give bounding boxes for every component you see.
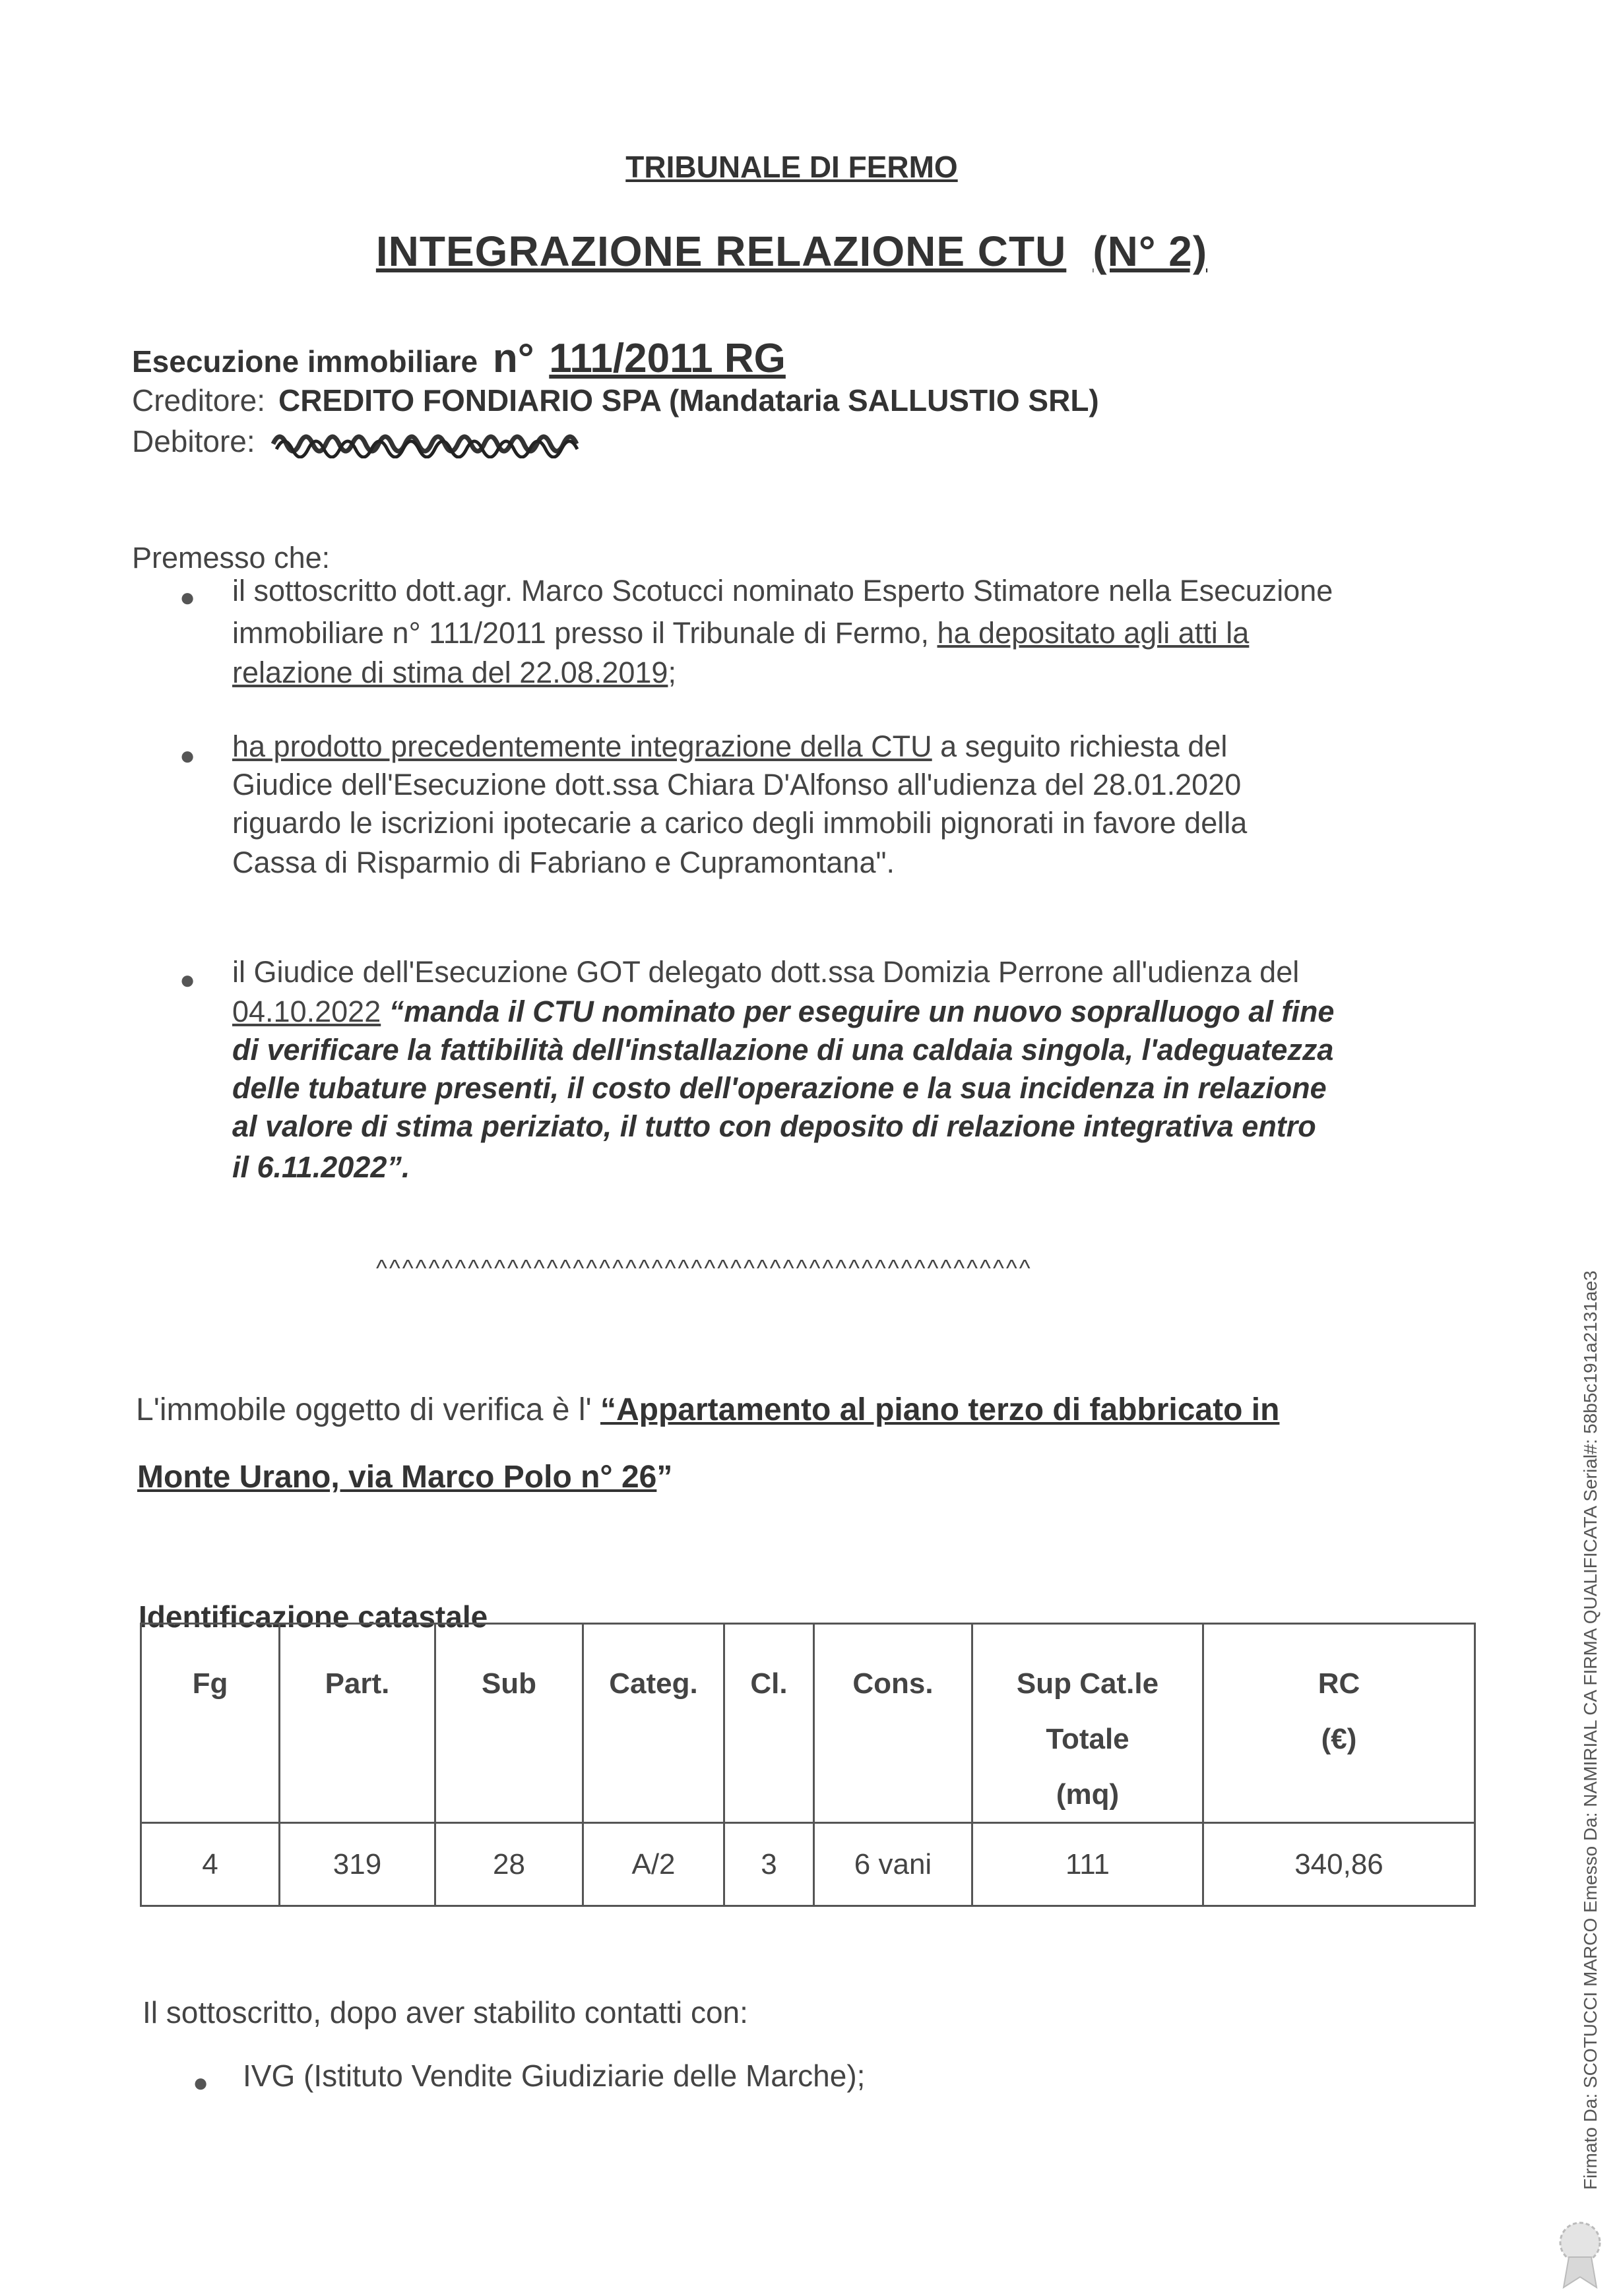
col-header-cl: Cl. xyxy=(724,1624,814,1823)
digital-signature-margin: Firmato Da: SCOTUCCI MARCO Emesso Da: NAMIRIAL CA FIRMA QUALIFICATA Serial#: 58b5c191a2131ae3 xyxy=(1580,1270,1601,2190)
document-title xyxy=(0,227,1583,276)
bullet-1-end: ; xyxy=(668,656,676,689)
table-header-row xyxy=(141,1624,1475,1823)
execution-line xyxy=(132,335,786,382)
bullet-3-line-2 xyxy=(232,995,1334,1029)
court-name: TRIBUNALE DI FERMO xyxy=(625,150,958,184)
exec-n: n° xyxy=(492,336,534,381)
cell-cons: 6 vani xyxy=(814,1823,972,1906)
bullet-3-date: 04.10.2022 xyxy=(232,995,381,1028)
cell-cl: 3 xyxy=(724,1823,814,1906)
property-quote-1: “Appartamento al piano terzo di fabbricato in xyxy=(600,1392,1280,1427)
col-header-fg: Fg xyxy=(141,1624,280,1823)
debtor-label: Debitore: xyxy=(132,424,255,458)
title-text: INTEGRAZIONE RELAZIONE CTU xyxy=(375,228,1067,275)
bullet-3-line-1: il Giudice dell'Esecuzione GOT delegato dott.ssa Domizia Perrone all'udienza del xyxy=(232,955,1300,989)
cell-sub: 28 xyxy=(435,1823,583,1906)
creditor-value: CREDITO FONDIARIO SPA (Mandataria SALLUSTIO SRL) xyxy=(278,383,1099,418)
cell-rc: 340,86 xyxy=(1203,1823,1475,1906)
bullet-dot-icon: ● xyxy=(179,583,196,612)
closing-bullet-1: IVG (Istituto Vendite Giudiziarie delle Marche); xyxy=(243,2059,866,2093)
bullet-dot-icon: ● xyxy=(179,966,196,995)
exec-rg: 111/2011 RG xyxy=(549,336,786,381)
cell-fg: 4 xyxy=(141,1823,280,1906)
bullet-1-underlined-date: relazione di stima del 22.08.2019 xyxy=(232,656,668,689)
bullet-2-underlined: ha prodotto precedentemente integrazione della CTU xyxy=(232,729,932,763)
closing-intro: Il sottoscritto, dopo aver stabilito contatti con: xyxy=(143,1995,748,2030)
col-header-part: Part. xyxy=(280,1624,435,1823)
cell-sup: 111 xyxy=(972,1823,1203,1906)
separator-line: ^^^^^^^^^^^^^^^^^^^^^^^^^^^^^^^^^^^^^^^^^^^^^^^^^^ xyxy=(376,1255,1032,1282)
title-number: (N° 2) xyxy=(1093,228,1208,275)
cell-part: 319 xyxy=(280,1823,435,1906)
bullet-3-line-4: delle tubature presenti, il costo dell'operazione e la sua incidenza in relazione xyxy=(232,1071,1327,1105)
redaction-scribble xyxy=(270,429,580,458)
col-header-sub: Sub xyxy=(435,1624,583,1823)
certification-seal-icon xyxy=(1550,2216,1610,2289)
bullet-3-line-6: il 6.11.2022”. xyxy=(232,1150,410,1184)
bullet-2-text: a seguito richiesta del xyxy=(932,729,1228,763)
bullet-2-line-4: Cassa di Risparmio di Fabriano e Cupramontana". xyxy=(232,846,895,879)
bullet-1-underlined: ha depositato agli atti la xyxy=(937,616,1250,650)
bullet-1-line-2 xyxy=(232,616,1249,650)
col-header-sup: Sup Cat.le Totale (mq) xyxy=(972,1624,1203,1823)
col-header-categ: Categ. xyxy=(583,1624,724,1823)
property-quote-end: ” xyxy=(656,1460,673,1495)
property-quote-2: Monte Urano, via Marco Polo n° 26 xyxy=(137,1460,657,1495)
creditor-label: Creditore: xyxy=(132,383,265,418)
col-header-cons: Cons. xyxy=(814,1624,972,1823)
property-line-2 xyxy=(137,1459,672,1495)
bullet-2-line-3: riguardo le iscrizioni ipotecarie a carico degli immobili pignorati in favore della xyxy=(232,806,1248,840)
creditor-line xyxy=(132,383,1099,418)
bullet-1-line-3 xyxy=(232,656,676,690)
premesso-intro: Premesso che: xyxy=(132,541,331,574)
property-line-1 xyxy=(136,1392,1279,1428)
bullet-3-line-5: al valore di stima periziato, il tutto con deposito di relazione integrativa entro xyxy=(232,1109,1316,1143)
cell-categ: A/2 xyxy=(583,1823,724,1906)
bullet-3-quote: “manda il CTU nominato per eseguire un nuovo sopralluogo al fine xyxy=(381,995,1335,1028)
cadastral-heading: Identificazione catastale xyxy=(139,1599,488,1634)
bullet-3-line-3: di verificare la fattibilità dell'installazione di una caldaia singola, l'adeguatezza xyxy=(232,1033,1334,1067)
cadastral-table xyxy=(140,1623,1476,1907)
bullet-2-line-2: Giudice dell'Esecuzione dott.ssa Chiara D'Alfonso all'udienza del 28.01.2020 xyxy=(232,768,1242,801)
col-header-rc: RC (€) xyxy=(1203,1624,1475,1823)
bullet-dot-icon: ● xyxy=(179,741,196,770)
exec-label: Esecuzione immobiliare xyxy=(132,344,478,379)
bullet-dot-icon: ● xyxy=(193,2068,209,2097)
table-row xyxy=(141,1823,1475,1906)
bullet-1-line-1: il sottoscritto dott.agr. Marco Scotucci nominato Esperto Stimatore nella Esecuzione xyxy=(232,574,1333,607)
bullet-2-line-1 xyxy=(232,729,1227,764)
bullet-1-text: immobiliare n° 111/2011 presso il Tribunale di Fermo, xyxy=(232,616,937,650)
property-intro: L'immobile oggetto di verifica è l' xyxy=(136,1392,600,1427)
debtor-line xyxy=(132,423,580,459)
